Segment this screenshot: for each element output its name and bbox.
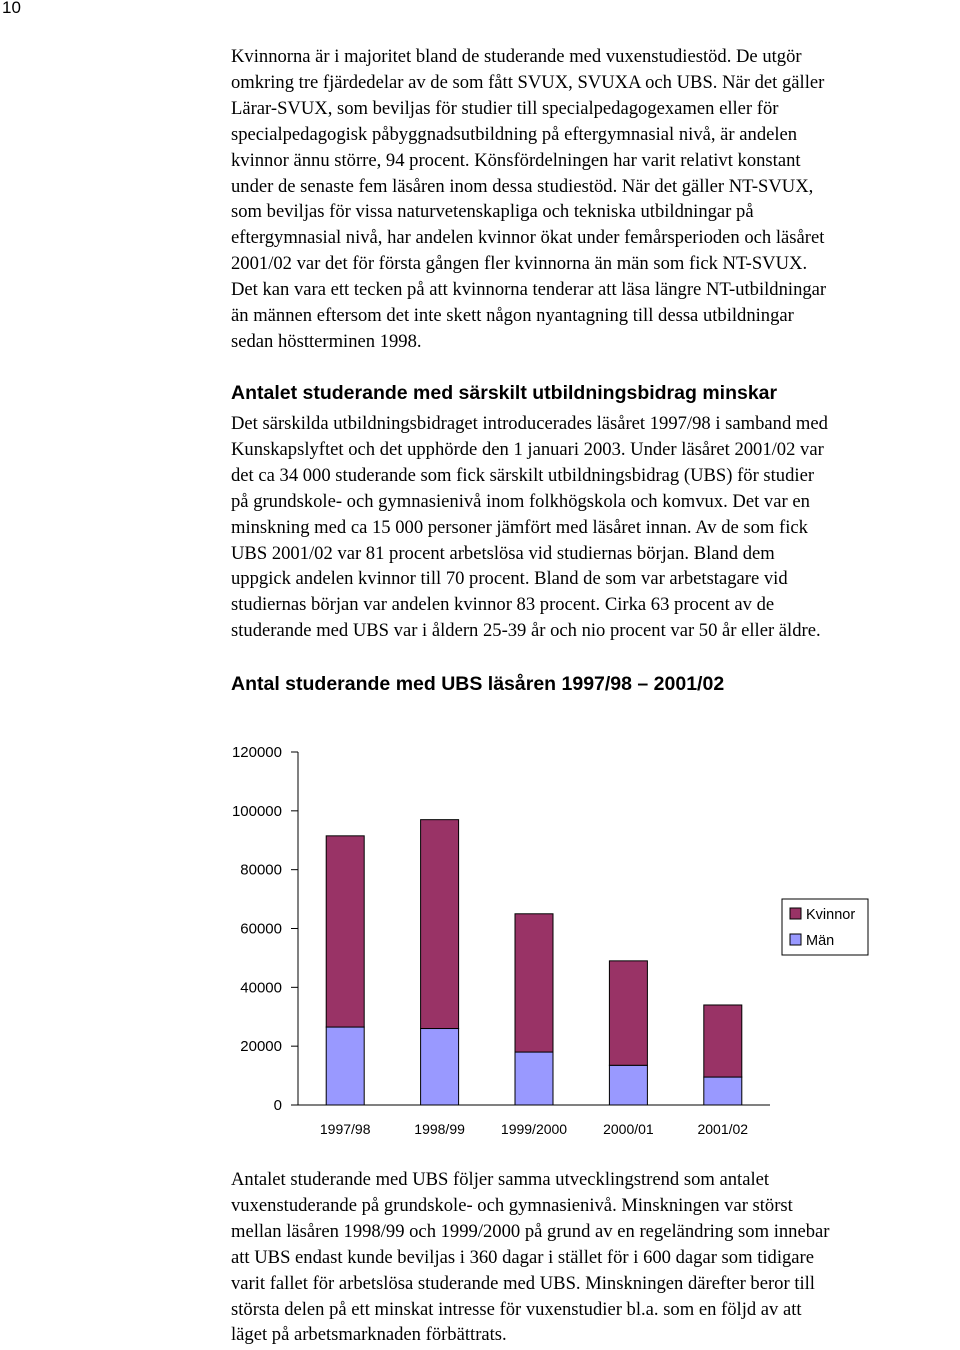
paragraph-3-line: läget på arbetsmarknaden förbättrats. — [231, 1324, 507, 1346]
bar-män-4 — [609, 1065, 647, 1105]
paragraph-2-line: det ca 34 000 studerande som fick särskilt utbildningsbidrag (UBS) för studier — [231, 464, 815, 486]
paragraph-2-line: uppgick andelen kvinnor till 70 procent. Bland de som var arbetstagare vid — [231, 568, 788, 590]
paragraph-1-line: omkring tre fjärdedelar av de som fått SVUX, SVUXA och UBS. När det gäller — [231, 71, 825, 93]
paragraph-2-line: Det särskilda utbildningsbidraget introducerades läsåret 1997/98 i samband med — [231, 413, 828, 434]
legend-swatch-män — [790, 934, 801, 945]
y-tick-label: 60000 — [240, 920, 282, 938]
section-heading: Antalet studerande med särskilt utbildningsbidrag minskar — [231, 382, 778, 404]
y-tick-label: 120000 — [231, 744, 282, 761]
paragraph-3-line: varit fallet för arbetslösa studerande med UBS. Minskningen därefter beror till — [231, 1272, 815, 1294]
bar-män-5 — [704, 1077, 742, 1105]
bar-män-1 — [326, 1027, 364, 1105]
x-tick-label: 1999/2000 — [500, 1121, 568, 1137]
legend-swatch-kvinnor — [790, 908, 801, 919]
paragraph-2-line: studiernas början var andelen kvinnor 83 procent. Cirka 63 procent av de — [231, 594, 775, 616]
bar-män-2 — [421, 1029, 459, 1105]
paragraph-3-line: vuxenstuderande på grundskole- och gymnasienivå. Minskningen var störst — [231, 1194, 793, 1216]
paragraph-2-line: studerande med UBS var i åldern 25-39 år och nio procent var 50 år eller äldre. — [231, 620, 821, 642]
bar-kvinnor-1 — [326, 836, 364, 1027]
paragraph-1-line: Lärar-SVUX, som beviljas för studier till specialpedagogexamen eller för — [231, 97, 779, 119]
bar-kvinnor-2 — [421, 820, 459, 1029]
paragraph-3-line: största delen på ett minskat intresse för vuxenstudier bl.a. som en följd av att — [231, 1298, 802, 1320]
stacked-bar-chart — [200, 735, 900, 1155]
paragraph-2-line: minskning med ca 15 000 personer jämfört med läsåret innan. Av de som fick — [231, 516, 808, 538]
paragraph-1-line: Det kan vara ett tecken på att kvinnorna tenderar att läsa längre NT-utbildningar — [231, 279, 827, 301]
paragraph-1 — [231, 44, 959, 355]
bar-kvinnor-5 — [704, 1005, 742, 1077]
paragraph-1-line: Kvinnorna är i majoritet bland de studerande med vuxenstudiestöd. De utgör — [231, 46, 802, 67]
paragraph-3-line: mellan läsåren 1998/99 och 1999/2000 på grund av en regeländring som innebar — [231, 1220, 830, 1242]
paragraph-1-line: eftergymnasial nivå, har andelen kvinnor ökat under femårsperioden och läsåret — [231, 227, 825, 249]
bar-kvinnor-3 — [515, 914, 553, 1052]
x-axis — [298, 1105, 770, 1137]
y-tick-label: 0 — [273, 1097, 282, 1114]
y-tick-label: 80000 — [240, 861, 282, 879]
paragraph-2-line: UBS 2001/02 var 81 procent arbetslösa vid studiernas början. Bland dem — [231, 542, 775, 564]
paragraph-1-line: som beviljas för vissa naturvetenskapliga och tekniska utbildningar på — [231, 201, 754, 223]
paragraph-2-line: på grundskole- och gymnasienivå inom folkhögskola och komvux. Det var en — [231, 490, 810, 512]
x-tick-label: 1998/99 — [414, 1121, 465, 1137]
y-tick-label: 40000 — [240, 979, 282, 997]
paragraph-1-line: 2001/02 var det för första gången fler kvinnorna än män som fick NT-SVUX. — [231, 253, 808, 275]
page-number: 10 — [2, 0, 21, 17]
paragraph-1-line: specialpedagogisk påbyggnadsutbildning på eftergymnasial nivå, är andelen — [231, 123, 798, 145]
paragraph-1-line: än männen eftersom det inte skett någon nyantagning till dessa utbildningar — [231, 305, 794, 327]
y-tick-label: 20000 — [240, 1038, 282, 1056]
bar-män-3 — [515, 1052, 553, 1105]
legend-label-kvinnor: Kvinnor — [806, 907, 856, 923]
bar-kvinnor-4 — [609, 961, 647, 1065]
legend-label-män: Män — [806, 933, 835, 949]
paragraph-3 — [231, 1167, 959, 1348]
legend — [782, 899, 868, 955]
paragraph-1-line: sedan höstterminen 1998. — [231, 330, 422, 352]
chart-heading: Antal studerande med UBS läsåren 1997/98 – 2001/02 — [231, 673, 725, 695]
paragraph-2-line: Kunskapslyftet och det upphörde den 1 januari 2003. Under läsåret 2001/02 var — [231, 438, 824, 460]
x-tick-label: 2000/01 — [603, 1121, 654, 1137]
y-tick-label: 100000 — [231, 802, 282, 820]
paragraph-3-line: Antalet studerande med UBS följer samma utvecklingstrend som antalet — [231, 1169, 770, 1190]
paragraph-3-line: att UBS endast kunde beviljas i 360 dagar i stället för i 600 dagar som tidigare — [231, 1246, 814, 1268]
paragraph-1-line: kvinnor ännu större, 94 procent. Könsfördelningen har varit relativt konstant — [231, 149, 801, 171]
x-tick-label: 1997/98 — [319, 1121, 371, 1137]
paragraph-2 — [231, 411, 959, 644]
bars — [326, 820, 742, 1105]
paragraph-1-line: under de senaste fem läsåren inom dessa studiestöd. När det gäller NT-SVUX, — [231, 175, 814, 197]
y-axis — [232, 744, 298, 1114]
x-tick-label: 2001/02 — [697, 1121, 749, 1137]
